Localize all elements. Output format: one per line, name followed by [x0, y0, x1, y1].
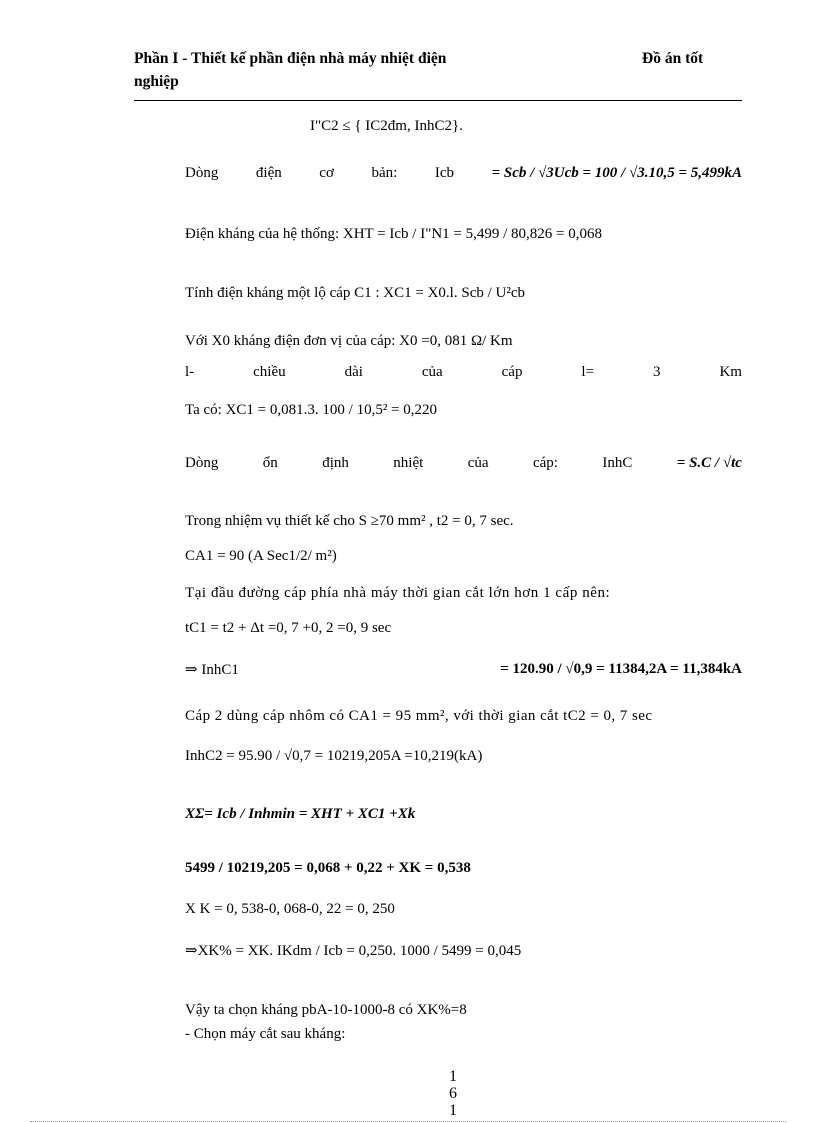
formula-l20: - Chọn máy cắt sau kháng:	[185, 1026, 346, 1042]
page-number-3: 1	[449, 1102, 457, 1119]
formula-l15: XΣ= Icb / Inhmin = XHT + XC1 +Xk	[185, 806, 416, 822]
formula-l7: Dòng ổn định nhiệt của cáp: InhC = S.C / √tc	[185, 455, 742, 471]
formula-l3: Tính điện kháng một lộ cáp C1 : XC1 = X0.l. Scb / U²cb	[185, 285, 526, 301]
header-rule	[134, 100, 742, 101]
page-number-1: 1	[449, 1068, 457, 1085]
formula-l1: Dòng điện cơ bản: Icb = Scb / √3Ucb = 100 / √3.10,5 = 5,499kA	[185, 165, 742, 181]
header-title-continued: nghiệp	[134, 73, 179, 90]
formula-l10: Tại đầu đường cáp phía nhà máy thời gian cắt lớn hơn 1 cấp nên:	[185, 585, 611, 601]
formula-l4: Với X0 kháng điện đơn vị của cáp: X0 =0, 081 Ω/ Km	[185, 333, 513, 349]
formula-l2: Điện kháng của hệ thống: XHT = Icb / I"N1 = 5,499 / 80,826 = 0,068	[185, 226, 602, 242]
formula-l18: ⇒XK% = XK. IKdm / Icb = 0,250. 1000 / 5499 = 0,045	[185, 943, 522, 959]
formula-l9: CA1 = 90 (A Sec1/2/ m²)	[185, 548, 337, 564]
footer-dotted-rule	[30, 1121, 786, 1122]
formula-l16: 5499 / 10219,205 = 0,068 + 0,22 + XK = 0,538	[185, 860, 471, 876]
header-title: Phần I - Thiết kế phần điện nhà máy nhiệt điện	[134, 50, 447, 67]
header-right: Đồ án tốt	[642, 50, 704, 67]
page-number-2: 6	[449, 1085, 457, 1102]
formula-l19: Vậy ta chọn kháng pbA-10-1000-8 có XK%=8	[185, 1002, 467, 1018]
formula-l8: Trong nhiệm vụ thiết kế cho S ≥70 mm² , t2 = 0, 7 sec.	[185, 513, 514, 529]
formula-l12: ⇒ InhC1 = 120.90 / √0,9 = 11384,2A = 11,384kA	[185, 661, 742, 678]
formula-l13: Cáp 2 dùng cáp nhôm có CA1 = 95 mm², với thời gian cắt tC2 = 0, 7 sec	[185, 708, 653, 724]
formula-l11: tC1 = t2 + Δt =0, 7 +0, 2 =0, 9 sec	[185, 620, 392, 636]
formula-l14: InhC2 = 95.90 / √0,7 = 10219,205A =10,219(kA)	[185, 748, 483, 764]
formula-l5: l- chiều dài của cáp l= 3 Km	[185, 364, 742, 380]
formula-l17: X K = 0, 538-0, 068-0, 22 = 0, 250	[185, 901, 395, 917]
formula-l0: I"C2 ≤ { IC2đm, InhC2}.	[310, 118, 463, 134]
formula-l6: Ta có: XC1 = 0,081.3. 100 / 10,5² = 0,220	[185, 402, 438, 418]
